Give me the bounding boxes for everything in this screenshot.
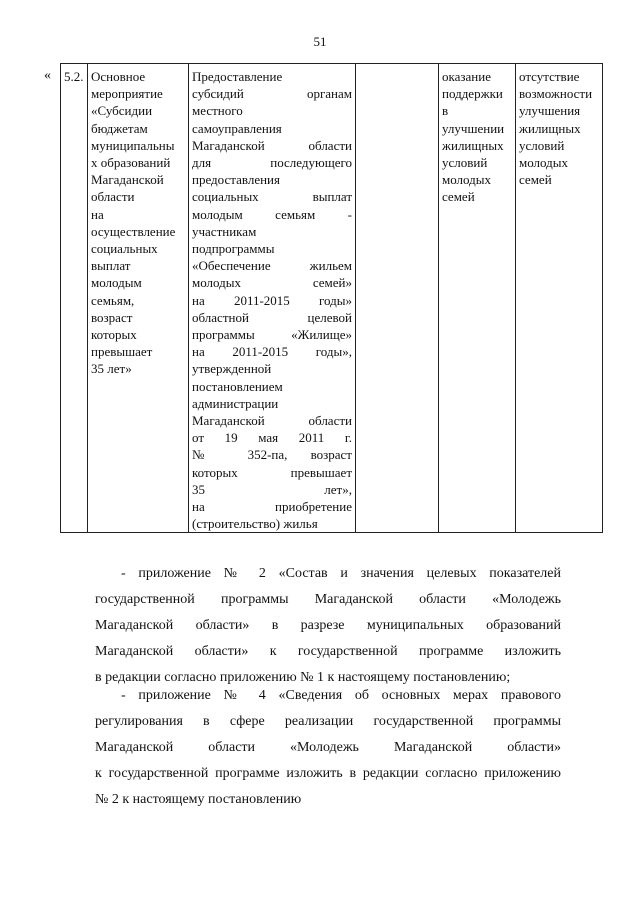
measure-description [192,68,352,532]
description-line: местного [192,103,243,119]
description-line: 35 лет», [192,481,352,497]
measure-name: Основное мероприятие «Субсидии бюджетам муниципальны х образований Магаданской области на осуществление социальных выплат молодым семьям, возраст которых превышает 35 лет» [91,69,176,377]
description-line: предоставления [192,172,280,188]
paragraph-line: Магаданской области «Молодежь Магаданской области» [95,740,561,755]
paragraph-line: Магаданской области» к государственной программе изложить [95,644,561,659]
paragraph-line: государственной программы Магаданской области «Молодежь [95,592,561,607]
description-line: молодых семей» [192,275,352,291]
description-line: социальных выплат [192,189,352,205]
description-line: программы «Жилище» [192,327,352,343]
description-line: № 352-па, возраст [192,447,352,463]
description-line: «Обеспечение жильем [192,258,352,274]
description-line: (строительство) жилья [192,516,318,532]
description-line: на 2011-2015 годы» [192,292,352,308]
description-line: областной целевой [192,309,352,325]
consequence-text: отсутствие возможности улучшения жилищных условий молодых семей [519,69,593,188]
description-line: утвержденной [192,361,272,377]
measure-name-cell [88,64,189,533]
description-line: Магаданской области [192,413,352,429]
expected-result-cell [439,64,516,533]
description-line: от 19 мая 2011 г. [192,430,352,446]
consequence-cell [516,64,603,533]
paragraph-line: к государственной программе изложить в редакции согласно приложению [95,766,561,781]
description-line: на 2011-2015 годы», [192,344,352,360]
description-line: Предоставление [192,69,283,84]
description-line: которых превышает [192,464,352,480]
description-line: на приобретение [192,499,352,515]
measure-description-cell [189,64,356,533]
description-line: постановлением [192,378,283,394]
expected-result: оказание поддержки в улучшении жилищных условий молодых семей [442,69,505,205]
paragraph-line: Магаданской области» в разрезе муниципальных образований [95,618,561,633]
empty-cell [356,64,439,533]
description-line: молодым семьям - [192,206,352,222]
description-line: для последующего [192,155,352,171]
row-number-cell [61,64,88,533]
measures-table [60,63,603,533]
page-number: 51 [313,34,327,49]
paragraph-appendix-4 [95,683,561,813]
paragraph-line: регулирования в сфере реализации государственной программы [95,714,561,729]
description-line: подпрограммы [192,241,275,257]
description-line: самоуправления [192,120,282,136]
table-row [61,64,603,533]
row-number: 5.2. [64,69,84,84]
paragraph-appendix-2 [95,561,561,691]
description-line: участникам [192,223,257,239]
paragraph-line: в редакции согласно приложению № 1 к настоящему постановлению; [95,670,511,685]
paragraph-line: - приложение № 4 «Сведения об основных мерах правового [121,688,561,703]
paragraph-line: - приложение № 2 «Состав и значения целевых показателей [121,566,561,581]
paragraph-line: № 2 к настоящему постановлению [95,792,302,807]
opening-quote: « [44,68,51,83]
description-line: администрации [192,395,279,411]
description-line: субсидий органам [192,86,352,102]
description-line: Магаданской области [192,137,352,153]
